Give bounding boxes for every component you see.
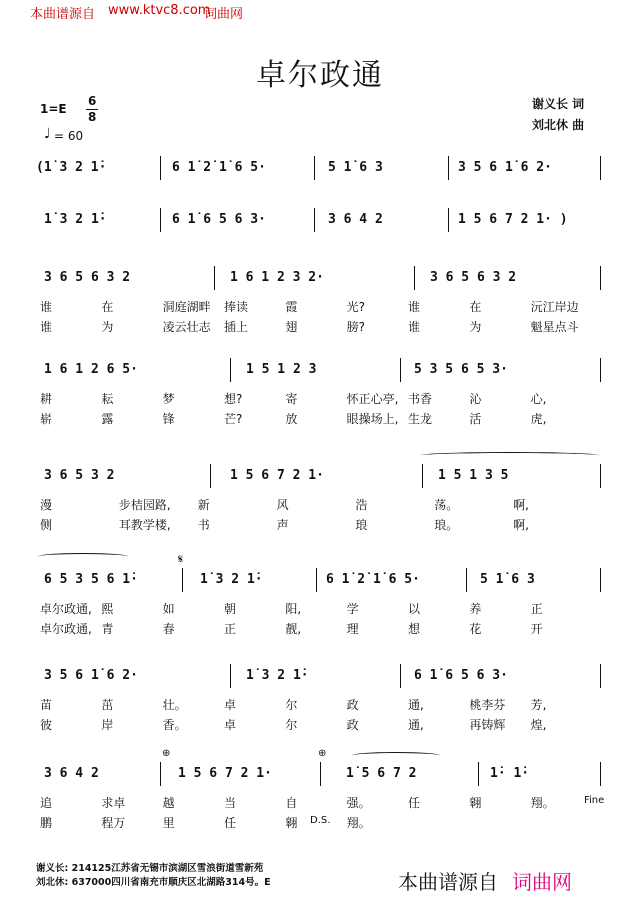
lyric-syllable: 新	[197, 498, 210, 512]
lyric-syllable: 强。	[346, 796, 371, 810]
bar-line	[466, 568, 467, 592]
bar-line	[160, 762, 161, 786]
tempo-note-icon: ♩	[44, 126, 51, 142]
lyric-syllable: 风	[276, 498, 289, 512]
lyric-syllable: 虎,	[530, 412, 547, 426]
lyric-syllable: 梦	[162, 392, 175, 406]
lyric-syllable: 以	[408, 602, 421, 616]
footer-addresses	[36, 862, 271, 890]
lyric-syllable: 书香	[408, 392, 433, 406]
lyric-syllable: 浩	[355, 498, 368, 512]
bar-line	[316, 568, 317, 592]
lyric-syllable: 尔	[285, 718, 298, 732]
lyric-syllable: 琅。	[434, 518, 459, 532]
lyric-syllable: 想	[408, 622, 421, 636]
coda-icon-2: ⊕	[318, 748, 327, 759]
lyric-syllable: 追	[40, 796, 53, 810]
lyric-line	[0, 298, 640, 316]
lyric-syllable: 尔	[285, 698, 298, 712]
bar-line	[314, 156, 315, 180]
time-top: 6	[88, 94, 97, 108]
lyric-syllable: 在	[469, 300, 482, 314]
measure-notes: 5 1̇ 6 3	[480, 572, 535, 587]
lyric-line	[0, 410, 640, 428]
score-row	[0, 468, 640, 492]
bar-line	[448, 156, 449, 180]
lyric-syllable: 茁	[101, 698, 114, 712]
lyric-syllable: 任	[224, 816, 237, 830]
measure-notes: (1̇ 3 2 1̇·	[36, 160, 107, 175]
lyric-syllable: 青	[101, 622, 114, 636]
measure-notes: 6 1̇ 6 5 6 3·	[172, 212, 266, 227]
measure-notes: 5 3 5 6 5 3·	[414, 362, 508, 377]
lyric-syllable: 开	[530, 622, 543, 636]
lyric-syllable: 煌,	[530, 718, 547, 732]
measure-notes: 1̇ 3 2 1̇·	[200, 572, 263, 587]
lyric-syllable: 正	[530, 602, 543, 616]
lyric-syllable: 啊,	[513, 518, 529, 532]
bar-line	[400, 664, 401, 688]
bar-line	[320, 762, 321, 786]
lyric-syllable: 膀?	[346, 320, 366, 334]
bar-line	[600, 762, 601, 786]
score-row	[0, 572, 640, 596]
measure-notes: 1 5 6 7 2 1· )	[458, 212, 568, 227]
measure-notes: 1̇ 5 6 7 2	[346, 766, 417, 781]
lyric-syllable: 谁	[40, 320, 53, 334]
tempo-value: = 60	[54, 129, 84, 143]
footer-brand-name: 词曲网	[512, 870, 572, 894]
lyric-syllable: 想?	[224, 392, 243, 406]
lyric-line	[0, 318, 640, 336]
lyric-line	[0, 516, 640, 534]
lyric-syllable: 耕	[40, 392, 53, 406]
lyric-line	[0, 496, 640, 514]
lyric-syllable: 书	[197, 518, 210, 532]
header-brand: 词曲网	[204, 7, 244, 22]
measure-notes: 3 5 6 1̇ 6 2·	[44, 668, 138, 683]
measure-notes: 5 1̇ 6 3	[328, 160, 383, 175]
lyric-syllable: 政	[346, 698, 359, 712]
lyric-syllable: 光?	[346, 300, 366, 314]
lyric-syllable: 插上	[224, 320, 249, 334]
lyricist-credit: 谢义长 词	[532, 97, 585, 111]
lyric-syllable: 漫	[40, 498, 53, 512]
measure-notes: 6 5 3 5 6 1̇·	[44, 572, 138, 587]
measure-notes: 1 6 1 2 6 5·	[44, 362, 138, 377]
lyric-syllable: 再铸辉	[469, 718, 506, 732]
bar-line	[422, 464, 423, 488]
lyric-syllable: 当	[224, 796, 237, 810]
song-title: 卓尔政通	[256, 58, 384, 93]
measure-notes: 1 5 1 2 3	[246, 362, 317, 377]
bar-line	[414, 266, 415, 290]
lyric-syllable: 声	[276, 518, 289, 532]
slur-tie	[420, 452, 600, 459]
score-row	[0, 212, 640, 236]
lyric-syllable: 霞	[285, 300, 298, 314]
lyric-syllable: 锋	[162, 412, 175, 426]
measure-notes: 3 6 5 3 2	[44, 468, 115, 483]
measure-notes: 3 6 5 6 3 2	[430, 270, 517, 285]
lyric-syllable: 谁	[408, 320, 421, 334]
lyric-line	[0, 696, 640, 714]
lyric-syllable: 自	[285, 796, 298, 810]
lyric-syllable: 桃李芬	[469, 698, 506, 712]
lyric-syllable: 程万	[101, 816, 126, 830]
bar-line	[210, 464, 211, 488]
bar-line	[600, 266, 601, 290]
lyric-line	[0, 794, 640, 812]
bar-line	[600, 568, 601, 592]
lyric-syllable: 生龙	[408, 412, 433, 426]
measure-notes: 3 6 5 6 3 2	[44, 270, 131, 285]
bar-line	[230, 358, 231, 382]
composer-credit: 刘北休 曲	[532, 118, 585, 132]
lyric-syllable: 芒?	[224, 412, 243, 426]
lyric-syllable: 熙	[101, 602, 114, 616]
score-row	[0, 668, 640, 692]
site-header	[0, 0, 640, 20]
measure-notes: 1 5 6 7 2 1·	[178, 766, 272, 781]
slur-tie	[38, 553, 128, 560]
lyric-syllable: 通,	[408, 718, 424, 732]
fine-mark: Fine	[584, 795, 605, 806]
measure-notes: 1̇ 3 2 1̇·	[44, 212, 107, 227]
ds-mark: D.S.	[310, 815, 331, 826]
lyric-syllable: 侧	[40, 518, 53, 532]
footer-line-2: 刘北休: 637000四川省南充市顺庆区北湖路314号。E	[36, 877, 271, 888]
lyric-syllable: 为	[101, 320, 114, 334]
measure-notes: 3 6 4 2	[44, 766, 99, 781]
bar-line	[160, 208, 161, 232]
lyric-syllable: 卓	[224, 698, 237, 712]
measure-notes: 3 6 4 2	[328, 212, 383, 227]
score-row	[0, 766, 640, 790]
bar-line	[600, 464, 601, 488]
lyric-syllable: 鹏	[40, 816, 53, 830]
lyric-syllable: 凌云壮志	[162, 320, 211, 334]
lyric-syllable: 活	[469, 412, 482, 426]
time-bottom: 8	[88, 110, 97, 124]
lyric-syllable: 翔。	[346, 816, 371, 830]
lyric-syllable: 卓尔政通,	[40, 602, 92, 616]
bar-line	[600, 156, 601, 180]
score-row	[0, 160, 640, 184]
lyric-syllable: 学	[346, 602, 359, 616]
measure-notes: 6 1̇ 2̇ 1̇ 6 5·	[172, 160, 266, 175]
lyric-syllable: 苗	[40, 698, 53, 712]
measure-notes: 6 1̇ 2̇ 1̇ 6 5·	[326, 572, 420, 587]
header-url[interactable]: www.ktvc8.com	[108, 3, 211, 18]
lyric-syllable: 朝	[224, 602, 237, 616]
lyric-syllable: 阳,	[285, 602, 302, 616]
lyric-line	[0, 716, 640, 734]
lyric-syllable: 政	[346, 718, 359, 732]
lyric-syllable: 谁	[40, 300, 53, 314]
lyric-syllable: 正	[224, 622, 237, 636]
measure-notes: 1 6 1 2 3 2·	[230, 270, 324, 285]
bar-line	[478, 762, 479, 786]
measure-notes: 3 5 6 1̇ 6 2·	[458, 160, 552, 175]
bar-line	[214, 266, 215, 290]
lyric-syllable: 荡。	[434, 498, 459, 512]
measure-notes: 1̇ 3 2 1̇·	[246, 668, 309, 683]
lyric-line	[0, 390, 640, 408]
measure-notes: 1 5 1 3 5	[438, 468, 509, 483]
score-row	[0, 362, 640, 386]
lyric-syllable: 养	[469, 602, 482, 616]
lyric-syllable: 为	[469, 320, 482, 334]
lyric-syllable: 通,	[408, 698, 424, 712]
lyric-syllable: 捧读	[224, 300, 249, 314]
bar-line	[160, 156, 161, 180]
lyric-syllable: 洞庭湖畔	[162, 300, 211, 314]
lyric-syllable: 越	[162, 796, 175, 810]
lyric-syllable: 心,	[530, 392, 547, 406]
lyric-syllable: 沁	[469, 392, 482, 406]
bar-line	[600, 358, 601, 382]
slur-tie	[352, 752, 440, 759]
header-site: 本曲谱源自	[30, 7, 96, 22]
lyric-syllable: 崭	[40, 412, 53, 426]
bar-line	[314, 208, 315, 232]
bar-line	[230, 664, 231, 688]
lyric-syllable: 理	[346, 622, 359, 636]
segno-icon: 𝄋	[178, 552, 184, 566]
bar-line	[400, 358, 401, 382]
lyric-line	[0, 620, 640, 638]
lyric-syllable: 翱	[469, 796, 482, 810]
lyric-syllable: 卓	[224, 718, 237, 732]
footer-brand	[398, 866, 572, 895]
footer-brand-site: 本曲谱源自	[398, 870, 498, 894]
lyric-syllable: 露	[101, 412, 114, 426]
lyric-syllable: 翱	[285, 816, 298, 830]
lyric-syllable: 芳,	[530, 698, 547, 712]
lyric-syllable: 花	[469, 622, 482, 636]
lyric-syllable: 任	[408, 796, 421, 810]
measure-notes: 1 5 6 7 2 1·	[230, 468, 324, 483]
bar-line	[182, 568, 183, 592]
lyric-syllable: 岸	[101, 718, 114, 732]
lyric-syllable: 靓,	[285, 622, 302, 636]
lyric-line	[0, 600, 640, 618]
key-signature: 1=E	[40, 102, 67, 116]
lyric-syllable: 怀正心亭,	[346, 392, 399, 406]
measure-notes: 1̇· 1̇·	[490, 766, 530, 781]
lyric-syllable: 耳教学楼,	[118, 518, 171, 532]
lyric-syllable: 谁	[408, 300, 421, 314]
lyric-syllable: 啊,	[513, 498, 529, 512]
lyric-syllable: 香。	[162, 718, 187, 732]
measure-notes: 6 1̇ 6 5 6 3·	[414, 668, 508, 683]
lyric-syllable: 翔。	[530, 796, 555, 810]
lyric-syllable: 彼	[40, 718, 53, 732]
lyric-syllable: 寄	[285, 392, 298, 406]
lyric-syllable: 琅	[355, 518, 368, 532]
coda-icon-1: ⊕	[162, 748, 171, 759]
lyric-syllable: 春	[162, 622, 175, 636]
lyric-syllable: 翅	[285, 320, 298, 334]
lyric-syllable: 魁星点斗	[530, 320, 579, 334]
lyric-syllable: 如	[162, 602, 175, 616]
lyric-syllable: 卓尔政通,	[40, 622, 92, 636]
lyric-syllable: 里	[162, 816, 175, 830]
lyric-syllable: 壮。	[162, 698, 187, 712]
lyric-syllable: 沅江岸边	[530, 300, 579, 314]
score-row	[0, 270, 640, 294]
lyric-syllable: 放	[285, 412, 298, 426]
footer-line-1: 谢义长: 214125江苏省无锡市滨湖区雪浪街道雪新苑	[36, 863, 264, 874]
lyric-syllable: 耘	[101, 392, 114, 406]
bar-line	[600, 664, 601, 688]
lyric-syllable: 求卓	[101, 796, 126, 810]
lyric-syllable: 在	[101, 300, 114, 314]
lyric-syllable: 眼操场上,	[346, 412, 399, 426]
bar-line	[448, 208, 449, 232]
lyric-syllable: 步桔园路,	[118, 498, 171, 512]
